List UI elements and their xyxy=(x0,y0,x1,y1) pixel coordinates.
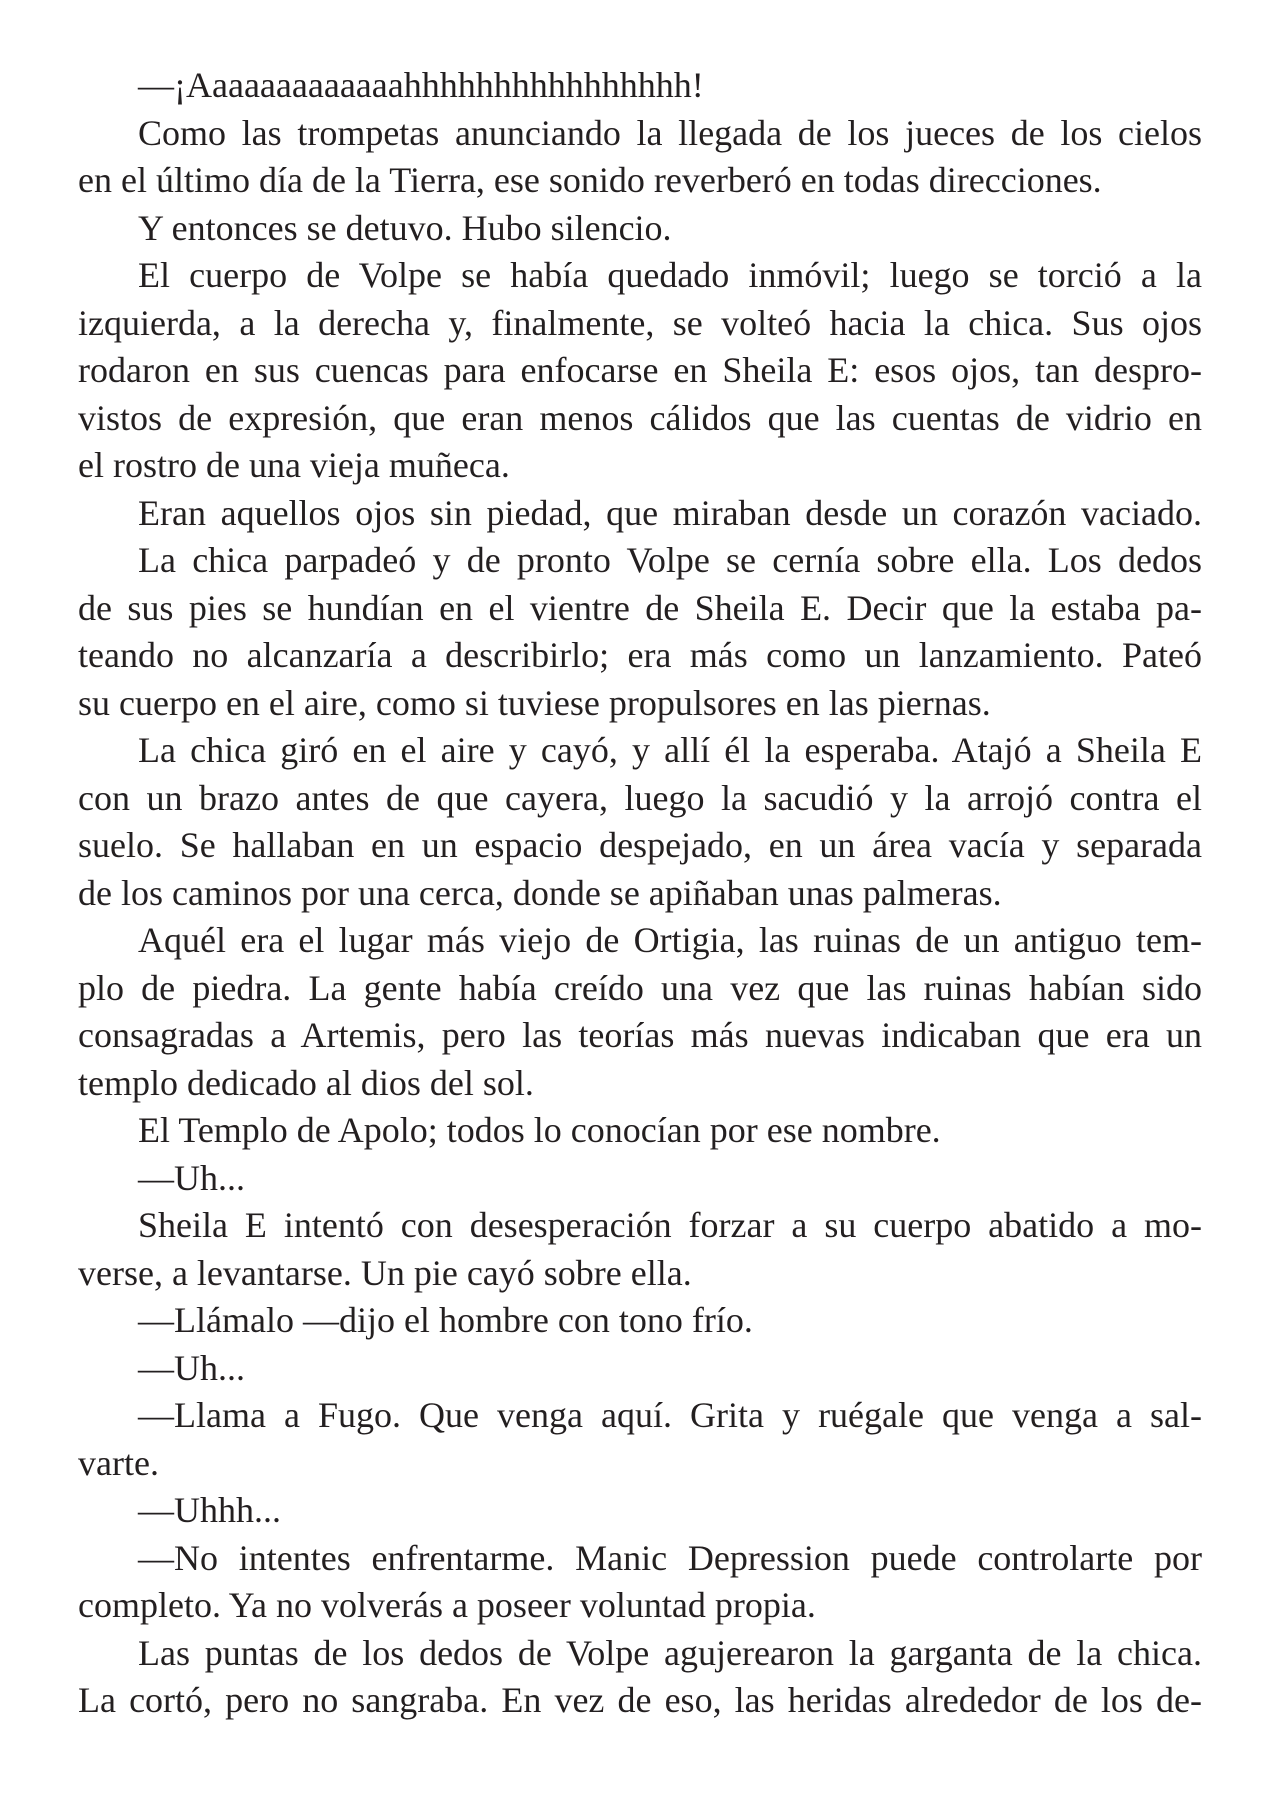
text-line: Como las trompetas anunciando la llegada de los jueces de los cielos xyxy=(138,112,1202,153)
text-line: —Uhhh... xyxy=(138,1490,281,1530)
text-line: varte. xyxy=(78,1442,159,1483)
text-line: consagradas a Artemis, pero las teorías más nuevas indicaban que era un xyxy=(78,1015,1202,1055)
text-line: izquierda, a la derecha y, finalmente, se volteó hacia la chica. Sus ojos xyxy=(78,302,1202,343)
text-line: El Templo de Apolo; todos lo conocían por ese nombre. xyxy=(138,1110,941,1150)
text-line: de los caminos por una cerca, donde se apiñaban unas palmeras. xyxy=(78,872,1002,913)
text-line: Eran aquellos ojos sin piedad, que miraban desde un corazón vaciado. xyxy=(138,492,1202,533)
text-line: La cortó, pero no sangraba. En vez de eso, las heridas alrededor de los de- xyxy=(78,1680,1202,1720)
text-line: Las puntas de los dedos de Volpe agujerearon la garganta de la chica. xyxy=(138,1632,1202,1673)
text-line: rodaron en sus cuencas para enfocarse en Sheila E: esos ojos, tan despro- xyxy=(78,350,1202,390)
text-line: —Llama a Fugo. Que venga aquí. Grita y ruégale que venga a sal- xyxy=(138,1395,1202,1435)
text-line: —No intentes enfrentarme. Manic Depression puede controlarte por xyxy=(138,1537,1202,1578)
text-line: Sheila E intentó con desesperación forzar a su cuerpo abatido a mo- xyxy=(138,1205,1202,1245)
text-line: El cuerpo de Volpe se había quedado inmóvil; luego se torció a la xyxy=(138,255,1202,295)
text-line: de sus pies se hundían en el vientre de Sheila E. Decir que la estaba pa- xyxy=(78,587,1202,628)
text-line: el rostro de una vieja muñeca. xyxy=(78,445,510,485)
text-line: —Llámalo —dijo el hombre con tono frío. xyxy=(138,1300,753,1340)
text-line: Aquél era el lugar más viejo de Ortigia, las ruinas de un antiguo tem- xyxy=(138,920,1202,960)
text-line: en el último día de la Tierra, ese sonido reverberó en todas direcciones. xyxy=(78,160,1102,200)
text-line: Y entonces se detuvo. Hubo silencio. xyxy=(138,207,672,248)
text-line: La chica parpadeó y de pronto Volpe se cernía sobre ella. Los dedos xyxy=(138,540,1202,580)
text-line: templo dedicado al dios del sol. xyxy=(78,1062,534,1103)
text-line: —¡Aaaaaaaaaaaaahhhhhhhhhhhhhhhh! xyxy=(138,65,704,105)
text-line: su cuerpo en el aire, como si tuviese propulsores en las piernas. xyxy=(78,682,991,723)
text-line: teando no alcanzaría a describirlo; era más como un lanzamiento. Pateó xyxy=(78,635,1202,675)
text-line: —Uh... xyxy=(138,1347,245,1388)
text-line: completo. Ya no volverás a poseer voluntad propia. xyxy=(78,1585,816,1625)
text-line: verse, a levantarse. Un pie cayó sobre ella. xyxy=(78,1252,692,1293)
book-page xyxy=(78,62,1202,1725)
text-line: suelo. Se hallaban en un espacio despejado, en un área vacía y separada xyxy=(78,825,1202,865)
text-line: vistos de expresión, que eran menos cálidos que las cuentas de vidrio en xyxy=(78,397,1202,438)
text-line: plo de piedra. La gente había creído una vez que las ruinas habían sido xyxy=(78,967,1202,1008)
text-line: con un brazo antes de que cayera, luego la sacudió y la arrojó contra el xyxy=(78,777,1202,818)
text-line: —Uh... xyxy=(138,1157,245,1198)
text-line: La chica giró en el aire y cayó, y allí él la esperaba. Atajó a Sheila E xyxy=(138,730,1202,770)
